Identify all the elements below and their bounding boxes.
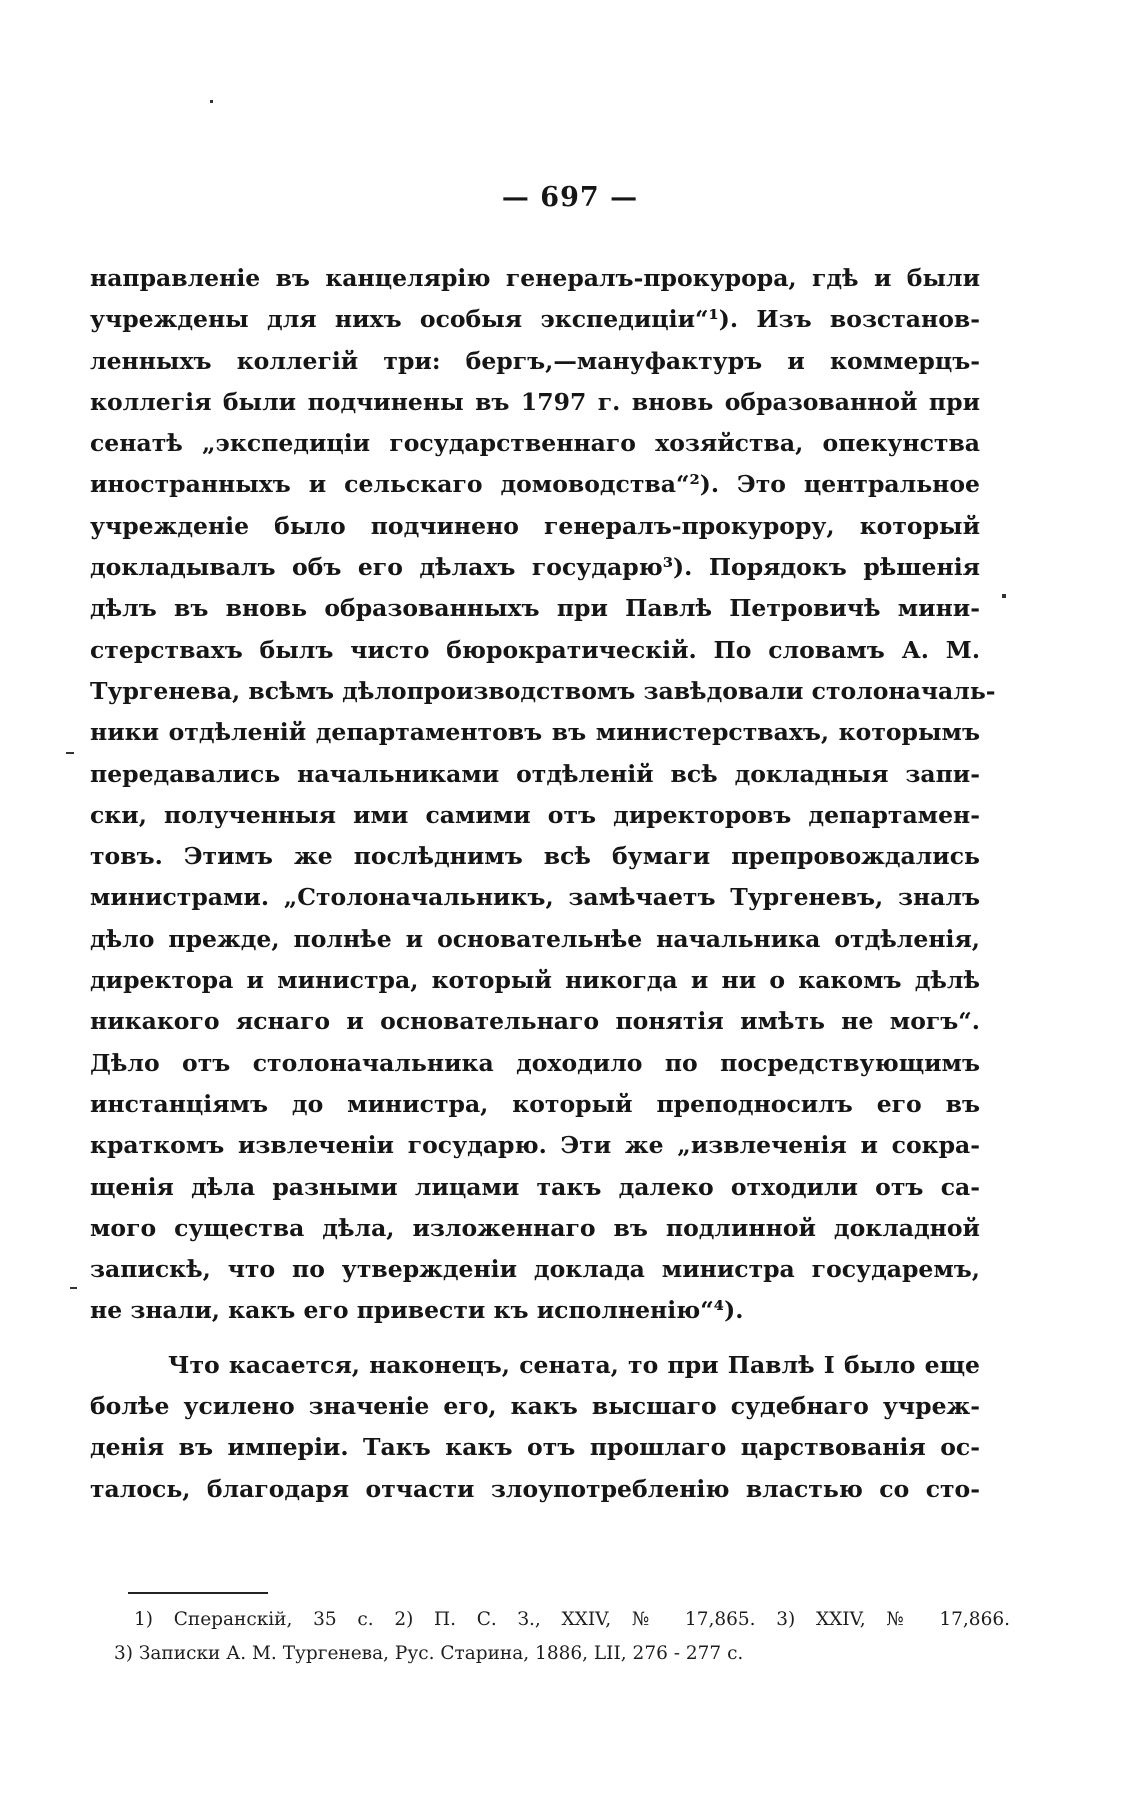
text-line: директора и министра, который никогда и ни о какомъ дѣлѣ	[90, 966, 980, 995]
text-line: краткомъ извлеченіи государю. Эти же „извлеченія и сокра-	[90, 1131, 980, 1160]
page-number: — 697 —	[501, 182, 639, 213]
footnote-line: 1) Сперанскій, 35 с. 2) П. С. З., XXIV, № 17,865. 3) XXIV, № 17,866.	[134, 1609, 1010, 1630]
text-line: стерствахъ былъ чисто бюрократическій. По словамъ А. М.	[90, 635, 980, 664]
text-line: ники отдѣленій департаментовъ въ министерствахъ, которымъ	[90, 718, 980, 747]
text-line: докладывалъ объ его дѣлахъ государю³). Порядокъ рѣшенія	[90, 553, 980, 582]
text-line: никакого яснаго и основательнаго понятія имѣть не могъ“.	[90, 1007, 980, 1036]
print-speck	[66, 752, 74, 754]
text-line: щенія дѣла разными лицами такъ далеко отходили отъ са-	[90, 1172, 980, 1201]
text-line: мого существа дѣла, изложеннаго въ подлинной докладной	[90, 1213, 980, 1242]
text-line: инстанціямъ до министра, который преподносилъ его въ	[90, 1089, 980, 1118]
text-line: учреждены для нихъ особыя экспедиціи“¹). Изъ возстанов-	[90, 305, 980, 334]
text-line: ски, полученныя ими самими отъ директоровъ департамен-	[90, 800, 980, 829]
text-line: сенатѣ „экспедиціи государственнаго хозяйства, опекунства	[90, 429, 980, 458]
text-line: иностранныхъ и сельскаго домоводства“²). Это центральное	[90, 470, 980, 499]
text-line: направленіе въ канцелярію генералъ-прокурора, гдѣ и были	[90, 264, 980, 292]
paragraph-line: талось, благодаря отчасти злоупотребленію властью со сто-	[90, 1474, 980, 1503]
text-line: дѣло прежде, полнѣе и основательнѣе начальника отдѣленія,	[90, 924, 980, 953]
print-speck	[70, 1287, 77, 1289]
footnote-line: 3) Записки А. М. Тургенева, Рус. Старина, 1886, LII, 276 - 277 с.	[114, 1643, 744, 1664]
paragraph-line: денія въ имперіи. Такъ какъ отъ прошлаго царствованія ос-	[90, 1433, 980, 1462]
footnotes	[110, 1603, 1010, 1671]
body-text	[90, 258, 996, 1510]
text-line: Тургенева, всѣмъ дѣлопроизводствомъ завѣдовали столоначаль-	[90, 676, 996, 705]
text-line: Дѣло отъ столоначальника доходило по посредствующимъ	[90, 1048, 980, 1077]
text-line: министрами. „Столоначальникъ, замѣчаетъ Тургеневъ, зналъ	[90, 883, 980, 912]
text-line: не знали, какъ его привести къ исполненію“⁴).	[90, 1296, 744, 1325]
paragraph-line: Что касается, наконецъ, сената, то при Павлѣ I было еще	[168, 1350, 980, 1379]
text-line: коллегія были подчинены въ 1797 г. вновь образованной при	[90, 387, 980, 416]
text-line: ленныхъ коллегій три: бергъ,—мануфактуръ и коммерцъ-	[90, 346, 980, 375]
print-speck	[210, 100, 213, 103]
paragraph-line: болѣе усилено значеніе его, какъ высшаго судебнаго учреж-	[90, 1392, 980, 1421]
text-line: передавались начальниками отдѣленій всѣ докладныя запи-	[90, 759, 980, 788]
print-speck	[1002, 594, 1006, 598]
footnote-rule	[128, 1592, 268, 1594]
text-line: запискѣ, что по утвержденіи доклада министра государемъ,	[90, 1255, 980, 1284]
text-line: дѣлъ въ вновь образованныхъ при Павлѣ Петровичѣ мини-	[90, 594, 980, 623]
text-line: учрежденіе было подчинено генералъ-прокурору, который	[90, 511, 980, 540]
text-line: товъ. Этимъ же послѣднимъ всѣ бумаги препровождались	[90, 842, 980, 871]
